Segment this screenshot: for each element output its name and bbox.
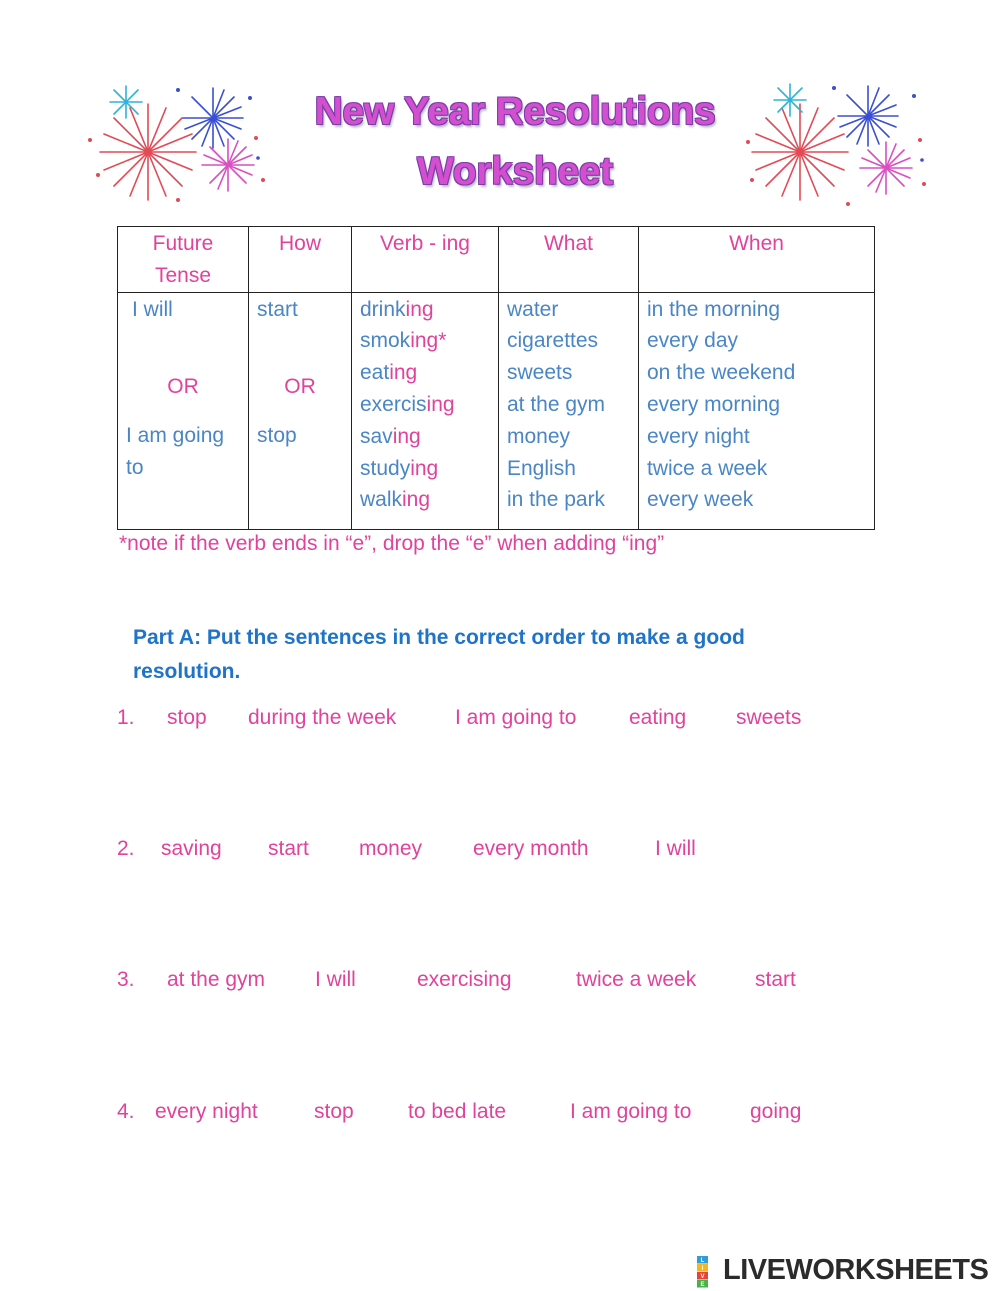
word-chip[interactable]: start [268, 837, 309, 860]
future-tense-option-1: I will [132, 297, 173, 321]
word-chip[interactable]: I will [655, 837, 696, 860]
word-chip[interactable]: during the week [248, 706, 397, 729]
fireworks-right-icon [738, 80, 933, 215]
liveworksheets-logo-text: LIVEWORKSHEETS [723, 1254, 989, 1286]
word-chip[interactable]: I will [315, 968, 356, 991]
svg-text:I: I [701, 1266, 704, 1272]
word-chip[interactable]: money [359, 837, 423, 860]
future-tense-cell [118, 292, 249, 529]
word-chip[interactable]: stop [314, 1100, 354, 1123]
verb-stem: smok [360, 329, 411, 353]
header-what: What [499, 227, 639, 293]
future-tense-or: OR [167, 375, 199, 399]
fireworks-left-icon [78, 80, 273, 215]
when-item: every night [647, 424, 750, 448]
resolution-table [117, 226, 875, 530]
how-option-2: stop [257, 424, 297, 448]
word-chip[interactable]: eating [629, 706, 687, 729]
table-header-row [118, 227, 875, 293]
word-chip[interactable]: saving [161, 837, 222, 860]
header-verb-ing: Verb - ing [352, 227, 499, 293]
page-title [270, 82, 760, 202]
verb-item [360, 484, 490, 516]
when-item: every morning [647, 392, 781, 416]
future-tense-option-2: I am going to [126, 424, 225, 479]
word-chip[interactable]: start [755, 968, 796, 991]
verb-suffix: ing [426, 392, 455, 416]
word-chip[interactable]: going [750, 1100, 802, 1123]
verb-item [360, 294, 490, 326]
when-cell [639, 292, 875, 529]
verb-item [360, 325, 490, 357]
svg-text:L: L [700, 1258, 705, 1264]
verb-stem: eat [360, 361, 390, 385]
question-number: 4. [117, 1100, 135, 1123]
verb-suffix: ing [410, 456, 439, 480]
word-chip[interactable]: to bed late [408, 1100, 507, 1123]
how-cell [249, 292, 352, 529]
what-item: in the park [507, 488, 606, 512]
word-chip[interactable]: sweets [736, 706, 802, 729]
when-item: every week [647, 488, 754, 512]
word-chip[interactable]: I am going to [570, 1100, 692, 1123]
what-item: sweets [507, 361, 573, 385]
how-or: OR [284, 375, 316, 399]
what-item: English [507, 456, 576, 480]
when-item: twice a week [647, 456, 768, 480]
verb-stem: study [360, 456, 411, 480]
what-item: money [507, 424, 571, 448]
verb-item [360, 453, 490, 485]
verb-item [360, 421, 490, 453]
word-chip[interactable]: I am going to [455, 706, 577, 729]
what-cell [499, 292, 639, 529]
what-item: water [507, 297, 559, 321]
verb-stem: exercis [360, 392, 427, 416]
verb-stem: drink [360, 297, 406, 321]
question-number: 3. [117, 968, 135, 991]
verb-suffix: ing [402, 488, 431, 512]
verb-stem: sav [360, 424, 393, 448]
liveworksheets-badge-icon [697, 1256, 721, 1288]
verb-ing-cell [352, 292, 499, 529]
when-item: in the morning [647, 297, 781, 321]
verb-suffix: ing [405, 297, 434, 321]
word-chip[interactable]: at the gym [167, 968, 266, 991]
svg-text:E: E [700, 1282, 705, 1288]
verb-suffix: ing* [410, 329, 447, 353]
ing-note: *note if the verb ends in “e”, drop the “e” when adding “ing” [119, 532, 665, 555]
question-number: 2. [117, 837, 135, 860]
title-line-1: New Year Resolutions [314, 90, 716, 133]
header-how: How [249, 227, 352, 293]
header-when: When [639, 227, 875, 293]
when-item: on the weekend [647, 361, 796, 385]
what-item: cigarettes [507, 329, 599, 353]
verb-suffix: ing [392, 424, 421, 448]
table-body-row [118, 292, 875, 529]
what-item: at the gym [507, 392, 606, 416]
header-future-tense: Future Tense [118, 227, 249, 293]
svg-text:V: V [700, 1274, 705, 1280]
word-chip[interactable]: exercising [417, 968, 512, 991]
word-chip[interactable]: every month [473, 837, 589, 860]
title-line-2: Worksheet [417, 150, 613, 193]
how-option-1: start [257, 297, 298, 321]
verb-suffix: ing [389, 361, 418, 385]
part-a-instruction: Part A: Put the sentences in the correct order to make a good resolution. [133, 626, 745, 683]
verb-item [360, 357, 490, 389]
when-item: every day [647, 329, 739, 353]
question-number: 1. [117, 706, 135, 729]
word-chip[interactable]: stop [167, 706, 207, 729]
word-chip[interactable]: twice a week [576, 968, 697, 991]
word-chip[interactable]: every night [155, 1100, 258, 1123]
verb-item [360, 389, 490, 421]
verb-stem: walk [360, 488, 403, 512]
